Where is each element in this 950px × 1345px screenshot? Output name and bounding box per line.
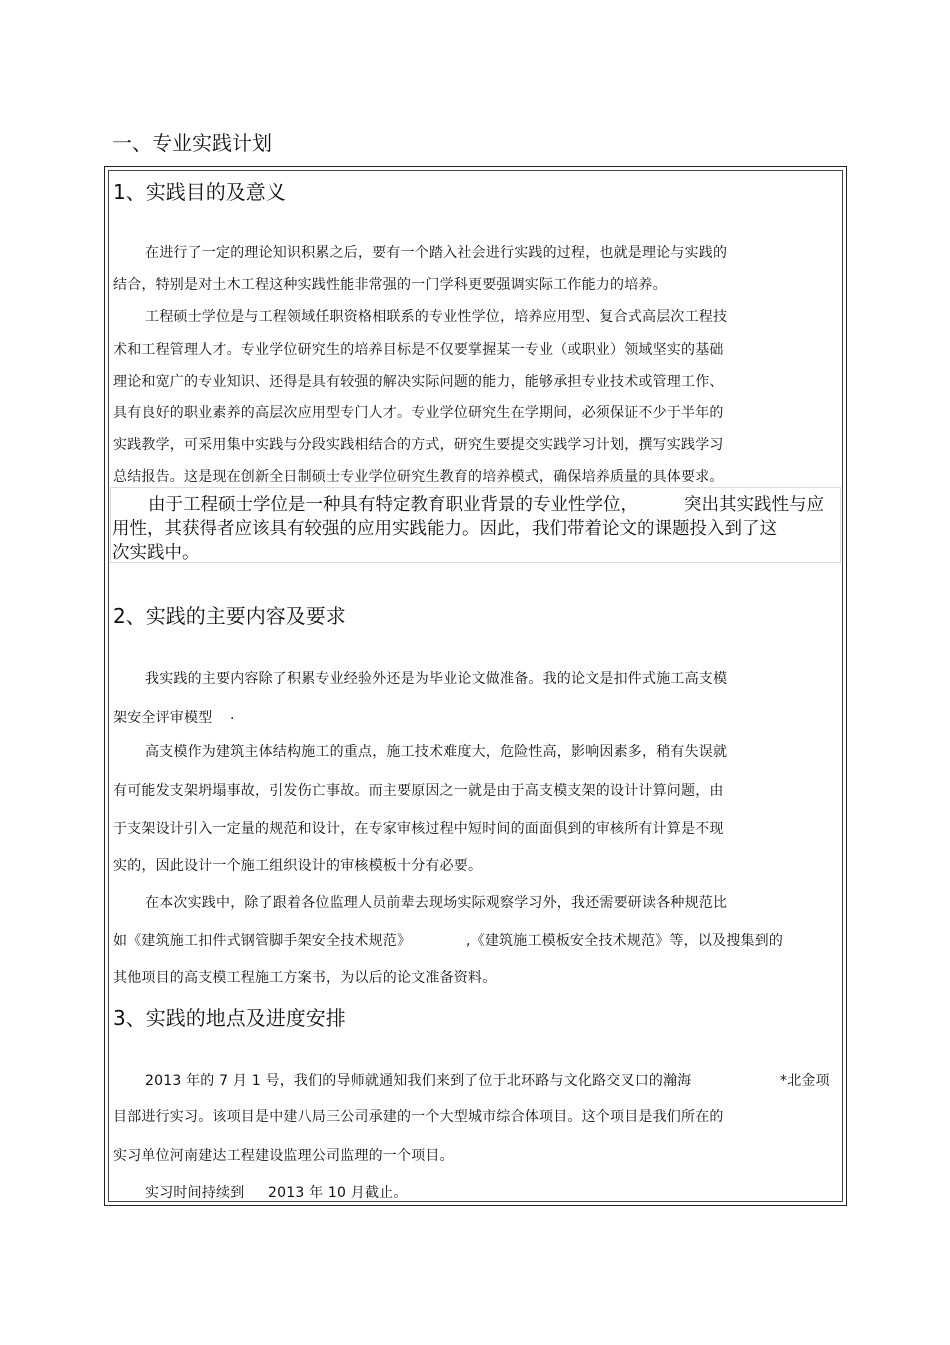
s3-p2-b: 2013 年 10 月截止。 xyxy=(268,1185,408,1201)
s2-p3-line3: 其他项目的高支模工程施工方案书，为以后的论文准备资料。 xyxy=(113,970,497,986)
s1-p1-line1: 在进行了一定的理论知识积累之后，要有一个踏入社会进行实践的过程，也就是理论与实践的 xyxy=(145,245,728,261)
section1-heading: 1、实践目的及意义 xyxy=(113,180,286,204)
s3-p1-line1b: *北金项 xyxy=(780,1073,830,1089)
s1-p2-line5: 实践教学，可采用集中实践与分段实践相结合的方式，研究生要提交实践学习计划，撰写实践学习 xyxy=(113,437,724,453)
s1-p3-line1b: 突出其实践性与应 xyxy=(684,495,824,515)
s1-p2-line1: 工程硕士学位是与工程领域任职资格相联系的专业性学位，培养应用型、复合式高层次工程技 xyxy=(145,309,728,325)
s1-p2-line6: 总结报告。这是现在创新全日制硕士专业学位研究生教育的培养模式，确保培养质量的具体要求。 xyxy=(113,469,724,485)
s2-p2-line2: 有可能发支架坍塌事故，引发伤亡事故。而主要原因之一就是由于高支模支架的设计计算问题，由 xyxy=(113,783,724,799)
s3-p1-line2: 目部进行实习。该项目是中建八局三公司承建的一个大型城市综合体项目。这个项目是我们所在的 xyxy=(113,1109,724,1125)
s1-p2-line4: 具有良好的职业素养的高层次应用型专门人才。专业学位研究生在学期间，必须保证不少于半年的 xyxy=(113,405,724,421)
s2-p3-line2a: 如《建筑施工扣件式钢管脚手架安全技术规范》 xyxy=(113,933,412,949)
s2-p3-line1: 在本次实践中，除了跟着各位监理人员前辈去现场实际观察学习外，我还需要研读各种规范比 xyxy=(145,895,728,911)
s1-p2-line2: 术和工程管理人才。专业学位研究生的培养目标是不仅要掌握某一专业（或职业）领域坚实的基础 xyxy=(113,342,724,358)
s1-p1-line2: 结合，特别是对土木工程这种实践性能非常强的一门学科更要强调实际工作能力的培养。 xyxy=(113,277,667,293)
s3-p2-a: 实习时间持续到 xyxy=(145,1185,245,1201)
section2-heading: 2、实践的主要内容及要求 xyxy=(113,604,346,628)
s3-p1-line1a: 2013 年的 7 月 1 号，我们的导师就通知我们来到了位于北环路与文化路交叉口的瀚海 xyxy=(145,1073,692,1089)
s2-p2-line4: 实的，因此设计一个施工组织设计的审核模板十分有必要。 xyxy=(113,858,483,874)
s2-p3-line2b: ,《建筑施工模板安全技术规范》等，以及搜集到的 xyxy=(466,933,784,949)
s2-p2-line3: 于支架设计引入一定量的规范和设计，在专家审核过程中短时间的面面俱到的审核所有计算是不现 xyxy=(113,821,724,837)
section3-heading: 3、实践的地点及进度安排 xyxy=(113,1006,346,1030)
s1-p2-line3: 理论和宽广的专业知识、还得是具有较强的解决实际问题的能力，能够承担专业技术或管理工作、 xyxy=(113,374,724,390)
s2-p2-line1: 高支模作为建筑主体结构施工的重点，施工技术难度大，危险性高，影响因素多，稍有失误就 xyxy=(145,744,728,760)
s2-p1-line1: 我实践的主要内容除了积累专业经验外还是为毕业论文做准备。我的论文是扣件式施工高支模 xyxy=(145,671,728,687)
s2-p1-line2: 架安全评审模型 xyxy=(113,710,213,726)
s1-p3-line2: 用性，其获得者应该具有较强的应用实践能力。因此，我们带着论文的课题投入到了这 xyxy=(112,519,777,539)
s3-p1-line3: 实习单位河南建达工程建设监理公司监理的一个项目。 xyxy=(113,1148,454,1164)
s1-p3-line3: 次实践中。 xyxy=(112,543,200,563)
s1-p3-line1a: 由于工程硕士学位是一种具有特定教育职业背景的专业性学位， xyxy=(148,495,638,515)
s2-p1-tail: . xyxy=(230,707,235,723)
page-title: 一、专业实践计划 xyxy=(112,131,272,155)
